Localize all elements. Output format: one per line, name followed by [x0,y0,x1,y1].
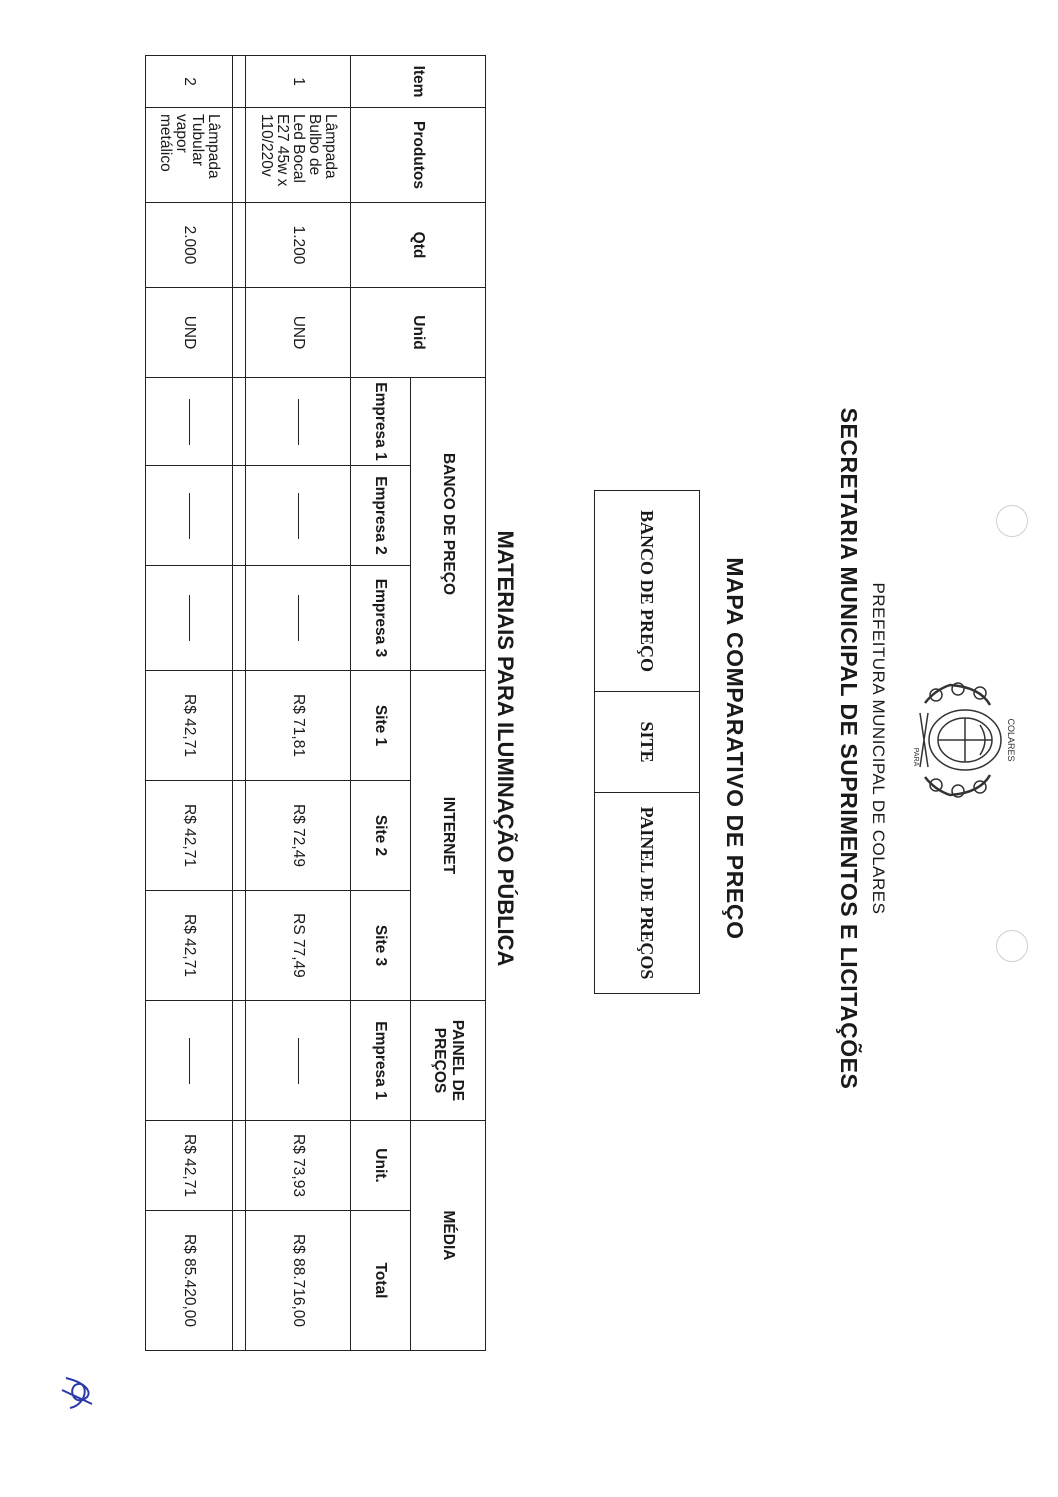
cell-qtd: 1.200 [246,203,351,288]
section-title: MATERIAIS PARA ILUMINAÇÃO PÚBLICA [493,530,518,967]
header-item: Item [351,56,486,108]
cell-unit: R$ 73,93 [246,1121,351,1211]
empty-dash [189,399,190,445]
header-empresa-3: Empresa 3 [351,566,411,671]
cell-painel-empty [146,1001,233,1121]
prefeitura-heading: PREFEITURA MUNICIPAL DE COLARES [869,582,888,915]
cell-produto: Lâmpada Bulbo de Led Bocal E27 45w x 110/220v [246,108,351,203]
header-internet: INTERNET [411,671,486,1001]
empty-dash [298,399,299,445]
header-banco-de-preco: BANCO DE PREÇO [411,378,486,671]
header-qtd: Qtd [351,203,486,288]
cell-site-2: R$ 72,49 [246,781,351,891]
cell-site-3: RS 77,49 [246,891,351,1001]
header-site-3: Site 3 [351,891,411,1001]
header-total: Total [351,1211,411,1351]
cell-produto: Lâmpada Tubular vapor metálico [146,108,233,203]
source-legend-table [594,490,700,994]
secretaria-heading: SECRETARIA MUNICIPAL DE SUPRIMENTOS E LICITAÇÕES [836,407,862,1090]
cell-unid: UND [246,288,351,378]
cell-empresa-2-empty [246,466,351,566]
initials-mark-icon [55,1370,100,1415]
punch-hole [996,505,1028,537]
cell-total: R$ 88.716,00 [246,1211,351,1351]
header-empresa-2: Empresa 2 [351,466,411,566]
table-row [246,56,351,1351]
header-produtos: Produtos [351,108,486,203]
punch-hole [996,930,1028,962]
mapa-title: MAPA COMPARATIVO DE PREÇO [722,557,748,940]
header-site-2: Site 2 [351,781,411,891]
svg-text:COLARES: COLARES [1006,718,1016,762]
cell-item: 1 [246,56,351,108]
header-painel-empresa-1: Empresa 1 [351,1001,411,1121]
header-media: MÉDIA [411,1121,486,1351]
cell-item: 2 [146,56,233,108]
cell-site-2: R$ 42,71 [146,781,233,891]
header-unit: Unit. [351,1121,411,1211]
cell-empresa-2-empty [146,466,233,566]
cell-total: R$ 85.420,00 [146,1211,233,1351]
cell-painel-empty [246,1001,351,1121]
cell-unid: UND [146,288,233,378]
cell-site-1: R$ 42,71 [146,671,233,781]
svg-text:PARÁ: PARÁ [912,747,919,767]
empty-dash [189,493,190,539]
header-empresa-1: Empresa 1 [351,378,411,466]
legend-banco-de-preco: BANCO DE PREÇO [595,491,700,692]
empty-dash [189,1038,190,1084]
cell-qtd: 2.000 [146,203,233,288]
cell-site-3: R$ 42,71 [146,891,233,1001]
empty-dash [298,493,299,539]
municipal-crest-icon [910,675,1020,805]
empty-dash [189,595,190,641]
empty-dash [298,1038,299,1084]
spacer-row [233,56,246,1351]
empty-dash [298,595,299,641]
header-painel-de-precos: PAINEL DE PREÇOS [411,1001,486,1121]
header-unid: Unid [351,288,486,378]
cell-empresa-3-empty [246,566,351,671]
table-row [146,56,233,1351]
cell-site-1: R$ 71,81 [246,671,351,781]
header-site-1: Site 1 [351,671,411,781]
cell-empresa-1-empty [246,378,351,466]
cell-unit: R$ 42,71 [146,1121,233,1211]
legend-site: SITE [595,692,700,793]
cell-empresa-3-empty [146,566,233,671]
legend-painel-de-precos: PAINEL DE PREÇOS [595,793,700,994]
price-comparison-table [145,55,486,1351]
cell-empresa-1-empty [146,378,233,466]
